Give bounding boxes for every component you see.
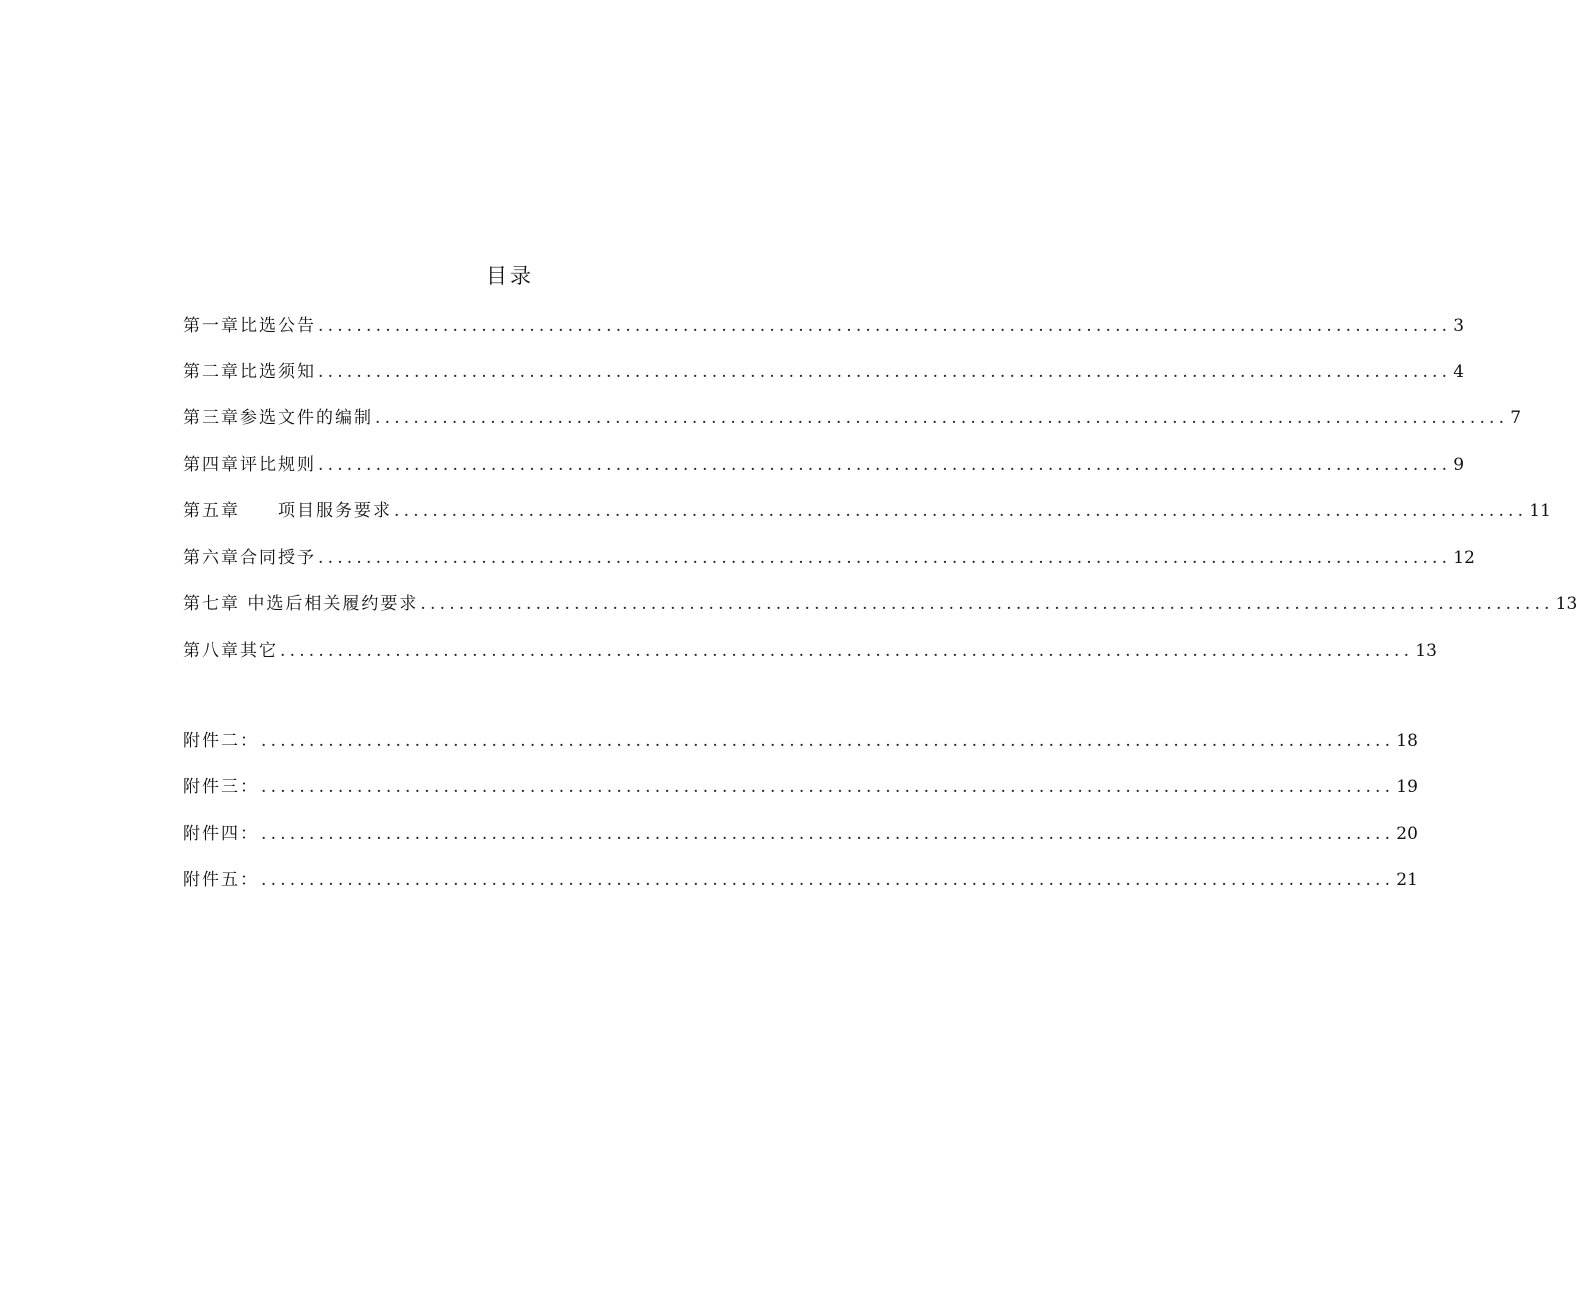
toc-attachment-page: 21	[1396, 870, 1418, 890]
toc-dot-leader: ......................................................................................................................	[318, 362, 1452, 382]
toc-attachment-4[interactable]	[183, 867, 1418, 893]
toc-entry-label: 第三章参选文件的编制	[183, 408, 373, 428]
toc-entry-8[interactable]	[183, 638, 1437, 664]
toc-dot-leader: ......................................................................................................................	[420, 594, 1554, 614]
toc-entry-label: 第二章比选须知	[183, 362, 316, 382]
toc-dot-leader: ......................................................................................................................	[375, 408, 1509, 428]
toc-dot-leader: ......................................................................................................................	[280, 641, 1414, 661]
toc-attachment-label: 附件二：	[183, 731, 259, 751]
toc-entry-5[interactable]	[183, 498, 1551, 524]
toc-dot-leader: ......................................................................................................................	[318, 316, 1452, 336]
toc-dot-leader: ......................................................................................................................	[261, 777, 1395, 797]
toc-entry-label: 第四章评比规则	[183, 455, 316, 475]
toc-entry-page: 3	[1453, 316, 1465, 336]
toc-dot-leader: ......................................................................................................................	[261, 731, 1395, 751]
toc-dot-leader: ......................................................................................................................	[318, 548, 1452, 568]
toc-attachment-1[interactable]	[183, 728, 1418, 754]
toc-attachment-page: 19	[1396, 777, 1418, 797]
toc-entry-label: 第一章比选公告	[183, 316, 316, 336]
toc-attachment-page: 20	[1396, 824, 1418, 844]
toc-entry-2[interactable]	[183, 359, 1465, 385]
toc-dot-leader: ......................................................................................................................	[261, 824, 1395, 844]
toc-entry-label: 第六章合同授予	[183, 548, 316, 568]
toc-entry-7[interactable]	[183, 591, 1577, 617]
toc-title: 目录	[486, 264, 534, 288]
toc-entry-3[interactable]	[183, 405, 1522, 431]
toc-entry-label: 第七章 中选后相关履约要求	[183, 594, 419, 614]
toc-dot-leader: ......................................................................................................................	[261, 870, 1395, 890]
toc-entry-page: 11	[1529, 501, 1551, 521]
toc-entry-page: 13	[1555, 594, 1577, 614]
toc-dot-leader: ......................................................................................................................	[394, 501, 1528, 521]
toc-entry-page: 13	[1415, 641, 1437, 661]
toc-attachment-page: 18	[1396, 731, 1418, 751]
toc-entry-page: 12	[1453, 548, 1475, 568]
toc-entry-page: 9	[1453, 455, 1465, 475]
toc-attachment-label: 附件五：	[183, 870, 259, 890]
toc-entry-page: 7	[1510, 408, 1522, 428]
toc-entry-4[interactable]	[183, 452, 1465, 478]
toc-entry-page: 4	[1453, 362, 1465, 382]
toc-attachment-label: 附件四：	[183, 824, 259, 844]
toc-entry-6[interactable]	[183, 545, 1475, 571]
toc-entry-label: 第五章 项目服务要求	[183, 501, 392, 521]
toc-dot-leader: ......................................................................................................................	[318, 455, 1452, 475]
toc-attachment-label: 附件三：	[183, 777, 259, 797]
toc-entry-1[interactable]	[183, 313, 1465, 339]
toc-attachment-3[interactable]	[183, 821, 1418, 847]
toc-attachment-2[interactable]	[183, 774, 1418, 800]
toc-entry-label: 第八章其它	[183, 641, 278, 661]
